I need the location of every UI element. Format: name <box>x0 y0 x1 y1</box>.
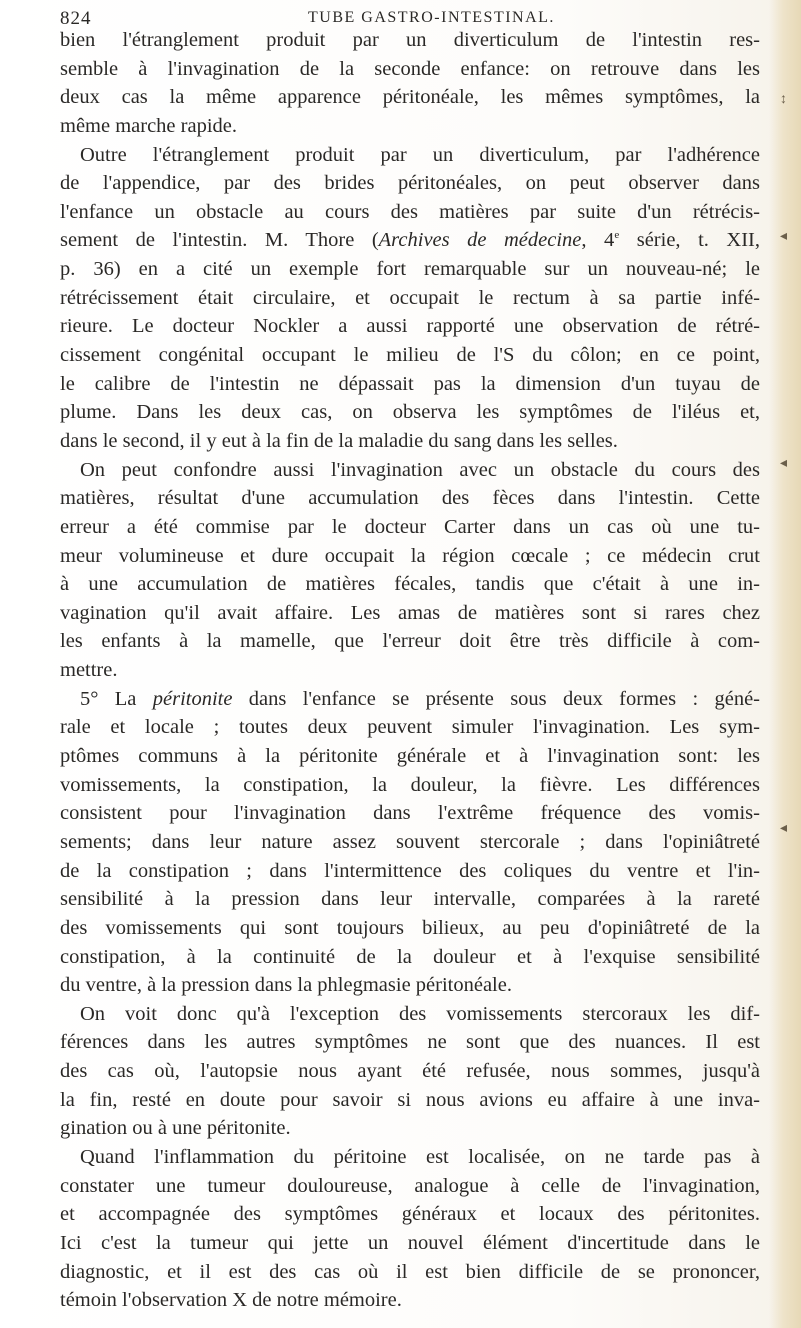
text-line: des vomissements qui sont toujours bilieux, au peu d'opiniâtreté de la <box>60 916 760 939</box>
text-line: l'enfance un obstacle au cours des matières par suite d'un rétrécis- <box>60 200 760 223</box>
text-line: sensibilité à la pression dans leur intervalle, comparées à la rareté <box>60 888 760 911</box>
text-line: constater une tumeur douloureuse, analogue à celle de l'invagination, <box>60 1174 760 1197</box>
text-line: vagination qu'il avait affaire. Les amas de matières sont si rares chez <box>60 601 760 624</box>
text-line: matières, résultat d'une accumulation des fèces dans l'intestin. Cette <box>60 487 760 510</box>
superscript: e <box>614 229 620 242</box>
text-fragment: dans l'enfance se présente sous deux formes : géné- <box>232 687 760 710</box>
text-line: On peut confondre aussi l'invagination avec un obstacle du cours des <box>80 458 760 481</box>
text-line: rétrécissement était circulaire, et occupait le rectum à sa partie infé- <box>60 286 760 309</box>
text-line: ptômes communs à la péritonite générale et à l'invagination sont: les <box>60 745 760 768</box>
journal-title: Archives de médecine <box>378 229 582 252</box>
text-line: férences dans les autres symptômes ne sont que des nuances. Il est <box>60 1031 760 1054</box>
text-line: semble à l'invagination de la seconde enfance: on retrouve dans les <box>60 57 760 80</box>
text-fragment: 5° La <box>80 687 153 710</box>
edge-mark: ◂ <box>779 456 787 471</box>
text-fragment: , 4 <box>581 229 615 252</box>
section-term: péritonite <box>152 687 233 710</box>
text-fragment: sement de l'intestin. M. Thore ( <box>60 229 379 252</box>
text-line: les enfants à la mamelle, que l'erreur doit être très difficile à com- <box>60 630 760 653</box>
text-line: erreur a été commise par le docteur Carter dans un cas où une tu- <box>60 515 760 538</box>
page-number: 824 <box>60 8 92 29</box>
text-line: Quand l'inflammation du péritoine est localisée, on ne tarde pas à <box>80 1145 760 1168</box>
section-5-first-line <box>60 685 760 714</box>
text-line: consistent pour l'invagination dans l'extrême fréquence des vomis- <box>60 802 760 825</box>
text-line: constipation, à la continuité de la douleur et à l'exquise sensibilité <box>60 945 760 968</box>
edge-mark: ◂ <box>779 229 787 244</box>
text-line: On voit donc qu'à l'exception des vomissements stercoraux les dif- <box>80 1002 760 1025</box>
text-line: des cas où, l'autopsie nous ayant été refusée, nous sommes, jusqu'à <box>60 1060 760 1083</box>
text-fragment: série, t. XII, <box>619 229 760 252</box>
text-line: mettre. <box>60 659 118 682</box>
text-line: gination ou à une péritonite. <box>60 1117 291 1140</box>
text-line: Outre l'étranglement produit par un diverticulum, par l'adhérence <box>80 143 760 166</box>
edge-mark: ◂ <box>779 821 787 836</box>
text-line: diagnostic, et il est des cas où il est bien difficile de se prononcer, <box>60 1260 760 1283</box>
text-line: p. 36) en a cité un exemple fort remarquable sur un nouveau-né; le <box>60 258 760 281</box>
text-line: sements; dans leur nature assez souvent stercorale ; dans l'opiniâtreté <box>60 830 760 853</box>
text-line: témoin l'observation X de notre mémoire. <box>60 1289 402 1312</box>
text-line: plume. Dans les deux cas, on observa les symptômes de l'iléus et, <box>60 401 760 424</box>
text-line: rieure. Le docteur Nockler a aussi rapporté une observation de rétré- <box>60 315 760 338</box>
text-line: et accompagnée des symptômes généraux et locaux des péritonites. <box>60 1203 760 1226</box>
body-text <box>60 26 760 1315</box>
text-line: à une accumulation de matières fécales, tandis que c'était à une in- <box>60 573 760 596</box>
text-line: même marche rapide. <box>60 114 238 137</box>
text-line: rale et locale ; toutes deux peuvent simuler l'invagination. Les sym- <box>60 716 760 739</box>
text-line-with-citation <box>60 226 760 255</box>
text-line: Ici c'est la tumeur qui jette un nouvel élément d'incertitude dans le <box>60 1231 760 1254</box>
running-title: TUBE GASTRO-INTESTINAL. <box>308 9 555 26</box>
text-line: vomissements, la constipation, la douleur, la fièvre. Les différences <box>60 773 760 796</box>
text-line: de l'appendice, par des brides péritonéales, on peut observer dans <box>60 172 760 195</box>
page-edge-shadow <box>769 0 801 1328</box>
text-line: dans le second, il y eut à la fin de la maladie du sang dans les selles. <box>60 429 618 452</box>
text-line: deux cas la même apparence péritonéale, les mêmes symptômes, la <box>60 86 760 109</box>
text-line: la fin, resté en doute pour savoir si nous avions eu affaire à une inva- <box>60 1088 760 1111</box>
text-line: cissement congénital occupant le milieu de l'S du côlon; en ce point, <box>60 344 760 367</box>
text-line: bien l'étranglement produit par un diverticulum de l'intestin res- <box>60 29 760 51</box>
text-line: le calibre de l'intestin ne dépassait pas la dimension d'un tuyau de <box>60 372 760 395</box>
text-line: meur volumineuse et dure occupait la région cœcale ; ce médecin crut <box>60 544 760 567</box>
edge-mark: ↕ <box>780 92 787 107</box>
text-line: de la constipation ; dans l'intermittence des coliques du ventre et l'in- <box>60 859 760 882</box>
text-line: du ventre, à la pression dans la phlegmasie péritonéale. <box>60 974 512 997</box>
